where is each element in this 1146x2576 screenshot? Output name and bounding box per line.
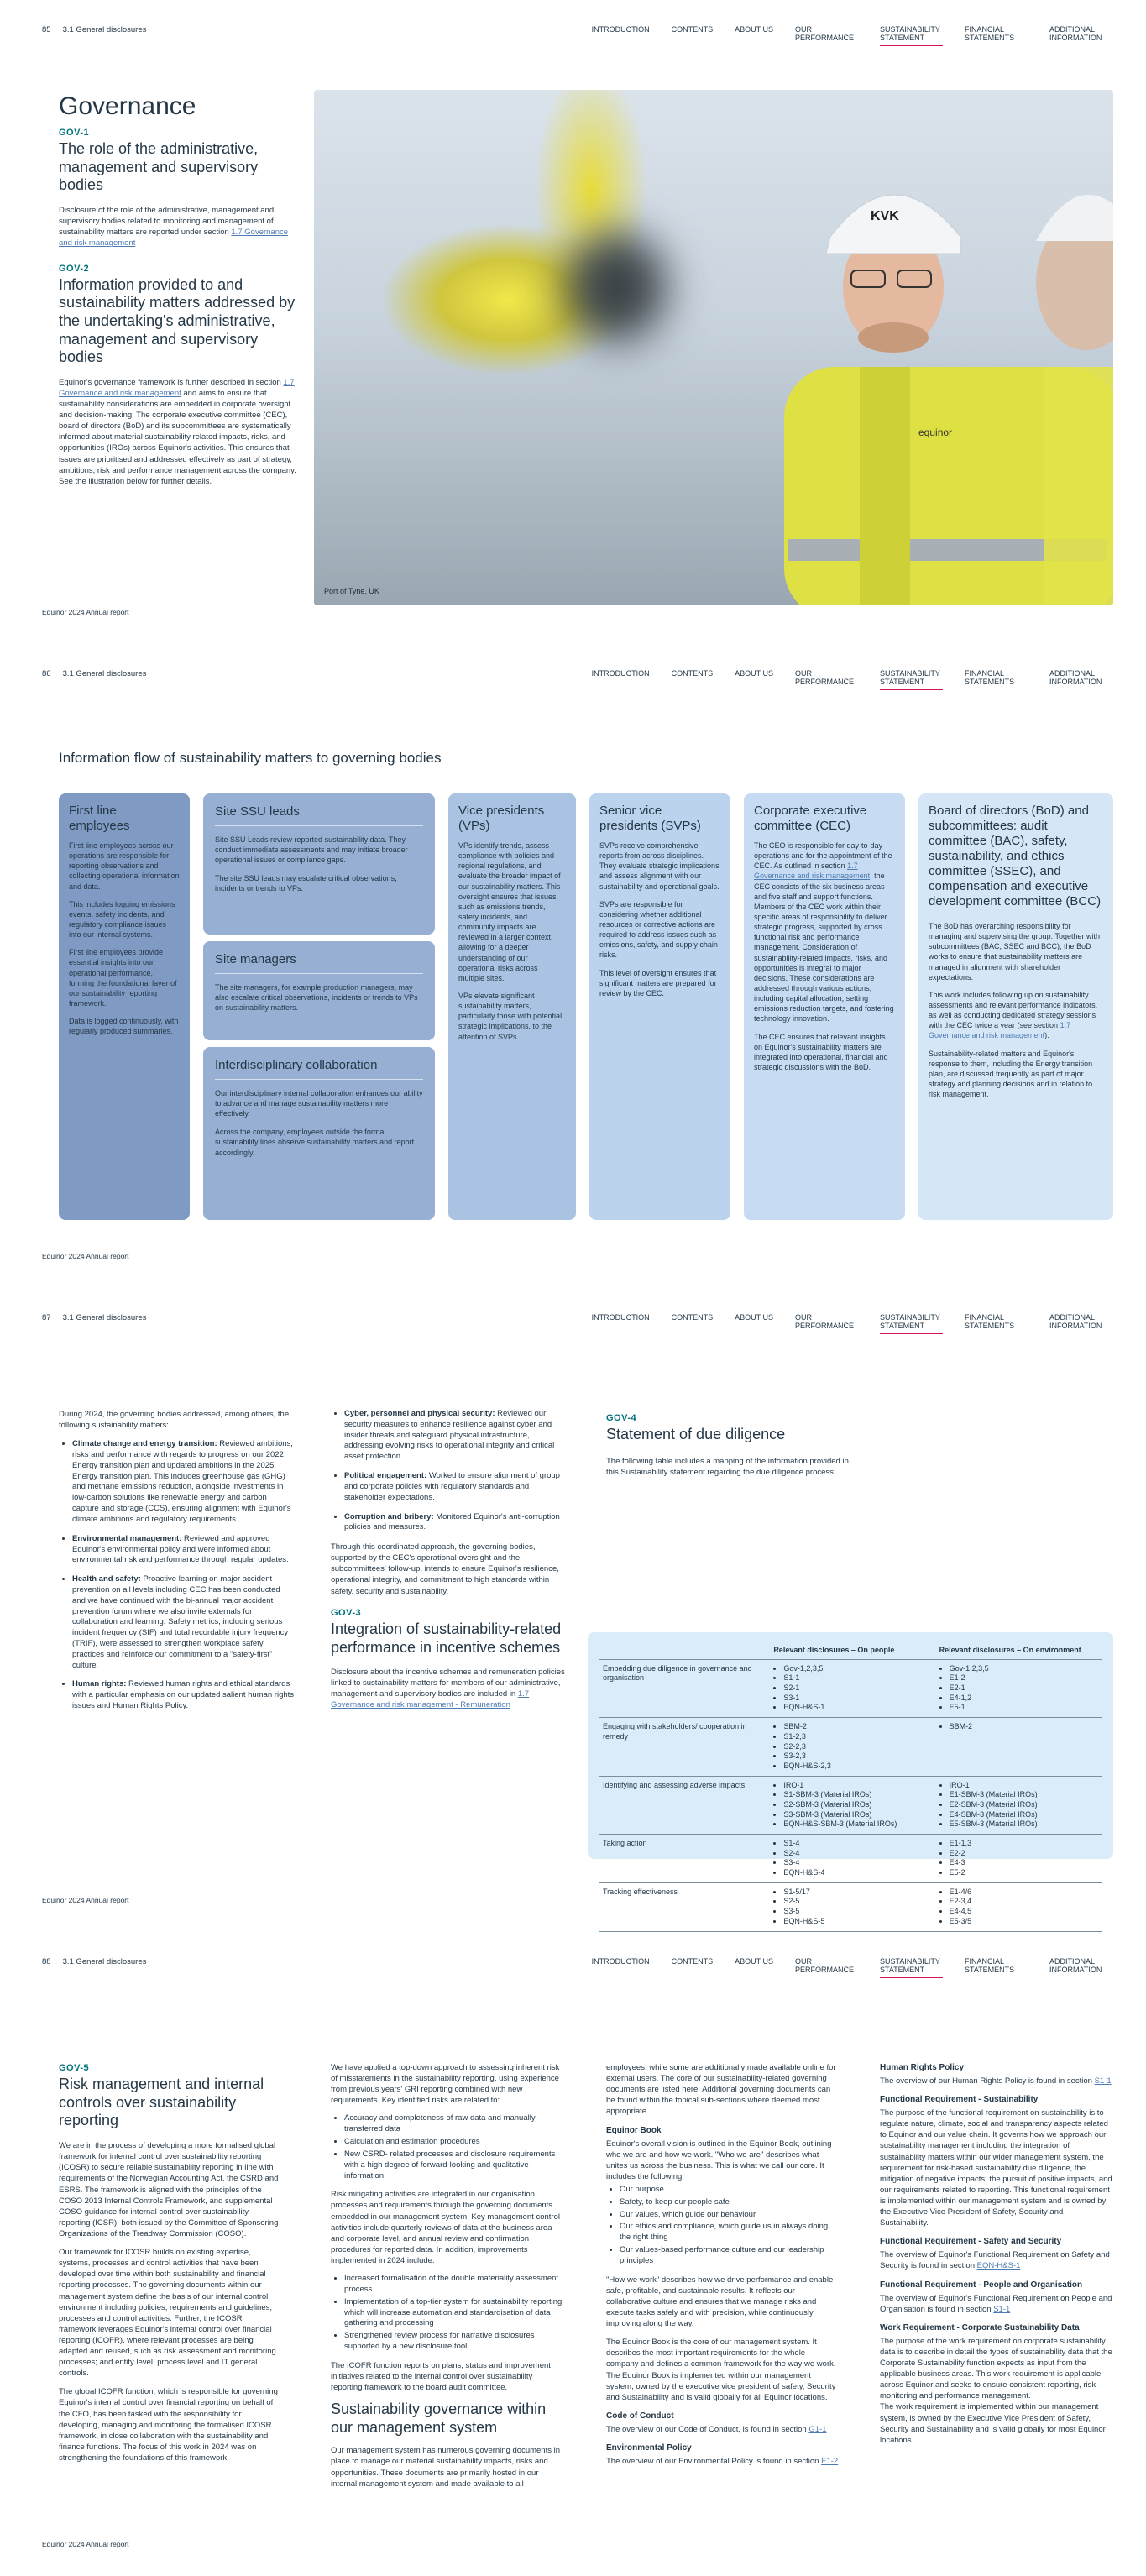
col-text: The CEO is responsible for day-to-day operations and for the appointment of the CEC. As outlined in section 1.7 Governance and risk management, the CEC consists of the six business areas and five staff and support functions. Members of the CEC work within their specific areas of responsibility to deliver strategic progress, supported by cross functional risk and performance management. Consideration of sustainability-related impacts, risks, and opportunities is integral to major decisions. These considerations are addressed through various actions, including capital allocation, setting emissions reduction targets, and fostering technology innovation. [754,841,894,1024]
flow-title: Information flow of sustainability matters to governing bodies [59,750,442,766]
gov1-link[interactable]: 1.7 Governance and risk management [59,228,289,249]
nav-introduction[interactable]: INTRODUCTION [591,669,650,678]
body-text: "How we work" describes how we drive performance and enable safe, profitable, and sustainable results. It reflects our collaborative culture and ensures that we manage risks and execute tasks safely and with precision, while continuously improving along the way. [606,2275,834,2329]
disclosure-item: • S3-2,3 [783,1751,932,1762]
disclosure-item: • E2-3,4 [950,1897,1098,1907]
nav-sustainability-statement[interactable]: SUSTAINABILITY STATEMENT [880,669,943,690]
safety-link[interactable]: EQN-H&S-1 [976,2261,1021,2271]
nav-our-performance[interactable]: OUR PERFORMANCE [795,25,855,43]
disclosure-item: • E4-3 [950,1858,1098,1868]
page-number: 86 [42,669,51,678]
disclosure-item: • EQN-H&S-4 [783,1868,932,1878]
flow-svps [589,793,730,1220]
list-item: • Increased formalisation of the double materiality assessment process [344,2274,564,2296]
matters-list-2 [344,1409,568,1533]
list-item: • Corruption and bribery: Monitored Equinor's anti-corruption policies and measures. [344,1512,568,1534]
nav-financial-statements[interactable]: FINANCIAL STATEMENTS [965,25,1015,43]
disclosures-env [936,1718,1102,1776]
second-jacket [1044,367,1113,605]
table-header [599,1642,770,1659]
table-row [599,1659,1102,1717]
disclosure-item: • Gov-1,2,3,5 [950,1664,1098,1674]
matters-list [72,1439,296,1712]
gov5-heading: Risk management and internal controls over sustainability reporting [59,2076,264,2129]
disclosure-item: • IRO-1 [783,1781,932,1791]
list-item: • Safety, to keep our people safe [620,2197,840,2208]
col-text: The BoD has overarching responsibility for managing and supervising the group. Together with subcommittees (BAC, SSEC and BCC), the BoD works to ensure that sustainability matters are managed in alignment with shareholder expectations. [929,922,1100,982]
col-title: Interdisciplinary collaboration [215,1058,378,1072]
disclosures-people [770,1835,935,1883]
disclosure-item: • EQN-H&S-SBM-3 (Material IROs) [783,1819,932,1830]
page-title: Governance [59,92,196,120]
row-label: Embedding due diligence in governance and organisation [599,1659,770,1717]
human-rights-link[interactable]: S1-1 [1094,2076,1112,2086]
disclosure-item: • E4-SBM-3 (Material IROs) [950,1810,1098,1820]
disclosure-item: • E2-1 [950,1683,1098,1694]
body-text: Our framework for ICOSR builds on existing expertise, systems, processes and control activities that have been developed over time within both sustainability and financial reporting processes. The governing documents within our management system define the basis of our internal control environment including policies, requirements and guidelines, processes and control activities. Further, the ICOSR framework leverages Equinor's internal control over financial reporting (ICOFR), where relevant processes are being adapted and reused, such as risk assessment and monitoring processes; and entity level, process level and IT general controls. [59,2248,276,2379]
p87-col2 [331,1409,568,1711]
body-text: employees, while some are additionally made available online for external users. The core of our sustainability-related governing documents are listed here. Additional governing documents can be found within the topical sub-sections where deemed most appropriate. [606,2063,836,2117]
list-item: • Human rights: Reviewed human rights and ethical standards with a particular emphasis on our updated salient human rights issues and Human Rights Policy. [72,1679,296,1711]
disclosures-people [770,1718,935,1776]
disclosure-item: • S2-4 [783,1849,932,1859]
gov4-tag: GOV-4 [606,1413,637,1423]
disclosure-item: • SBM-2 [783,1722,932,1732]
body-text: Risk mitigating activities are integrated in our organisation, processes and requirements through the governing documents embedded in our management system. Key management control activities include quarterly reviews of data at the business area and corporate level, and annual review and confirmation procedures for reported data. In addition, improvements implemented in 2024 include: [331,2190,561,2265]
p88-col1 [59,2062,281,2471]
gov1-text: Disclosure of the role of the administrative, management and supervisory bodies related to monitoring and management of sustainability matters are reported under section 1.7 Governance and risk management [59,206,289,249]
flow-site-ssu-leads [203,793,435,935]
disclosure-item: • E1-2 [950,1673,1098,1683]
jacket-placket [860,367,910,605]
nav-contents[interactable]: CONTENTS [671,25,714,34]
nav-about-us[interactable]: ABOUT US [735,25,773,34]
list-item: • Health and safety: Proactive learning on major accident prevention on all levels including CEC has been conducted and we have continued with the bi-annual major accident prevention forum where we also invite externals for collaboration and learning. Safety metrics, including serious incident frequency (SIF) and total recordable injury frequency (TRIF), were assessed to strengthen workplace safety practices and reinforce our commitment to a "safety-first" culture. [72,1574,296,1671]
col-text: SVPs receive comprehensive reports from across disciplines. They evaluate strategic implications and assess alignment with our sustainability and operational goals. [599,841,720,891]
top-nav [592,1957,1112,1978]
gov4-text: The following table includes a mapping of the information provided in this Sustainability statement regarding the due diligence process: [606,1456,849,1477]
flow-arrow [437,1008,444,1018]
list-item: • Implementation of a top-tier system for sustainability reporting, which will increase automation and standardisation of data gathering and processing [344,2297,564,2329]
gov3-tag: GOV-3 [331,1607,362,1618]
top-nav [592,669,1112,690]
gov2-tag: GOV-2 [59,263,90,274]
col-title: Vice presidents (VPs) [458,804,545,833]
worker-illustration [314,90,1113,605]
list-item: • Climate change and energy transition: Reviewed ambitions, risks and performance with regards to progress on our 2022 Energy transition plan and updated ambitions in the 2025 Energy transition plan. This includes greenhouse gas (GHG) and methane emissions reduction, alongside investments in low-carbon solutions like renewable energy and carbon capture and storage (CCS), ensuring alignment with Equinor's climate ambitions and regulatory requirements. [72,1439,296,1526]
subheading: Human Rights Policy [880,2063,965,2072]
gov3-text: Disclosure about the incentive schemes and remuneration policies linked to sustainability matters for members of our administrative, management and supervisory bodies are included in 1.7 Governance and risk management - Remuneration [331,1668,565,1710]
page-number: 87 [42,1313,51,1322]
people-link[interactable]: S1-1 [993,2304,1011,2314]
disclosure-item: • E1-SBM-3 (Material IROs) [950,1790,1098,1800]
beard [858,322,929,353]
col-text: Sustainability-related matters and Equinor's response to them, including the Energy transition plan, are discussed frequently as part of major strategy and planning decisions and in relation to risk management. [929,1049,1093,1099]
disclosure-item: • SBM-2 [950,1722,1098,1732]
col-title: Site managers [215,952,296,966]
p88-col4 [880,2062,1113,2453]
summary-text: Through this coordinated approach, the governing bodies, supported by the CEC's operational oversight and the subcommittees' follow-up, intends to ensure Equinor's resilience, operational integrity, and commitment to high standards within safety, security and sustainability. [331,1542,559,1596]
disclosure-item: • Gov-1,2,3,5 [783,1664,932,1674]
top-nav [592,1313,1112,1334]
table-row [599,1718,1102,1776]
disclosures-env [936,1835,1102,1883]
list-item: • Our values-based performance culture and our leadership principles [620,2245,840,2267]
body-text: The overview of our Human Rights Policy is found in section S1-1 [880,2076,1112,2086]
disclosure-item: • S1-1 [783,1673,932,1683]
col-text: Across the company, employees outside the formal sustainability lines observe sustainability matters and report accordingly. [215,1127,415,1157]
governance-heading: Sustainability governance within our management system [331,2401,547,2436]
footer: Equinor 2024 Annual report [42,2539,129,2548]
page-85 [0,0,1146,644]
improvement-list [344,2274,564,2353]
nav-introduction[interactable]: INTRODUCTION [591,25,650,34]
second-helmet [1036,195,1113,241]
nav-additional-information[interactable]: ADDITIONAL INFORMATION [1049,1957,1102,1975]
table-row [599,1776,1102,1834]
col-text: SVPs are responsible for considering whether additional resources or corrective actions are required to address issues such as emissions, safety, and supply chain risks. [599,899,718,960]
body-text: The overview of Equinor's Functional Requirement on Safety and Security is found in section EQN-H&S-1 [880,2250,1110,2271]
nav-additional-information[interactable]: ADDITIONAL INFORMATION [1049,669,1102,687]
body-text: We are in the process of developing a more formalised global framework for internal control over sustainability reporting (ICOSR) to secure reliable sustainability reporting in line with requirements of the Norwegian Accounting Act, the CSRD and ESRS. The framework is aligned with the principles of the COSO 2013 Internal Controls Framework, and supplemental COSO guidance for internal control over sustainability reporting (ICSR), both issued by the Committee of Sponsoring Organizations of the Treadway Commission (COSO). [59,2141,279,2238]
list-item: • Political engagement: Worked to ensure alignment of group and corporate policies with regulatory standards and stakeholder expectations. [344,1471,568,1503]
list-item: • Environmental management: Reviewed and approved Equinor's environmental policy and were informed about environmental risk and performance through regular updates. [72,1534,296,1566]
nav-introduction[interactable]: INTRODUCTION [591,1313,650,1322]
body-text: The overview of Equinor's Functional Requirement on People and Organisation is found in section S1-1 [880,2293,1112,2314]
gov5-tag: GOV-5 [59,2063,90,2073]
body-text: The work requirement is implemented within our management system, is owned by the Executive Vice President of Safety, Security and Sustainability and is valid globally for most Equinor locations. [880,2402,1106,2445]
footer: Equinor 2024 Annual report [42,1895,129,1904]
disclosure-item: • E2-2 [950,1849,1098,1859]
gov2-text: Equinor's governance framework is further described in section 1.7 Governance and risk management and aims to ensure that sustainability considerations are embedded in corporate oversight and decision-making. The corporate executive committee (CEC), board of directors (BoD) and its subcommittees are systematically informed about material sustainability related impacts, risks, and opportunities (IROs) across Equinor's activities. This ensures that issues are prioritised and addressed effectively as part of strategy, ambitions, risk and performance management across the company. See the illustration below for further details. [59,377,296,486]
disclosure-item: • EQN-H&S-2,3 [783,1762,932,1772]
disclosure-item: • EQN-H&S-5 [783,1917,932,1927]
nav-contents[interactable]: CONTENTS [671,1957,714,1966]
col-text: First line employees across our operations are responsible for reporting observations and collecting operational information and data. [69,841,180,891]
disclosure-item: • S1-2,3 [783,1732,932,1742]
disclosure-item: • S3-1 [783,1694,932,1704]
bod-link[interactable]: 1.7 Governance and risk management [929,1021,1071,1040]
flow-site-managers [203,941,435,1040]
col-text: Data is logged continuously, with regularly produced summaries. [69,1017,179,1036]
body-text: The ICOFR function reports on plans, status and improvement initiatives related to the internal control over sustainability reporting framework to the board audit committee. [331,2360,551,2392]
flow-first-line [59,793,190,1220]
list-item: • Calculation and estimation procedures [344,2137,564,2148]
page-number: 85 [42,25,51,34]
top-nav [592,25,1112,46]
nav-financial-statements[interactable]: FINANCIAL STATEMENTS [965,1313,1015,1331]
nav-about-us[interactable]: ABOUT US [735,1313,773,1322]
col-title: Site SSU leads [215,804,300,819]
row-label: Tracking effectiveness [599,1882,770,1931]
disclosure-item: • E1-1,3 [950,1839,1098,1849]
due-diligence-table [599,1642,1102,1932]
disclosure-item: • EQN-H&S-1 [783,1703,932,1713]
list-item: • Our ethics and compliance, which guide us in always doing the right thing [620,2222,840,2244]
flow-cec [744,793,905,1220]
flow-vps [448,793,576,1220]
col-text: The site SSU leads may escalate critical observations, incidents or trends to VPs. [215,873,397,893]
photo-caption: Port of Tyne, UK [324,587,379,596]
helmet-logo: KVK [871,209,899,223]
col-text: This level of oversight ensures that significant matters are prepared for review by the CEC. [599,968,717,997]
body-text: We have applied a top-down approach to assessing inherent risk of misstatements in the sustainability reporting, using experience from previous years' GRI reporting combined with new requirements. Key identified risks are related to: [331,2063,560,2106]
section-label: 3.1 General disclosures [62,1313,147,1322]
nav-additional-information[interactable]: ADDITIONAL INFORMATION [1049,1313,1102,1331]
disclosure-item: • S1-4 [783,1839,932,1849]
table-header: Relevant disclosures – On people [770,1642,935,1659]
subheading: Functional Requirement - People and Organisation [880,2280,1083,2290]
page-86 [0,644,1146,1288]
page-header [42,669,1112,694]
code-of-conduct-link[interactable]: G1-1 [808,2424,827,2434]
governance-text-column [59,92,298,487]
disclosure-item: • S3-SBM-3 (Material IROs) [783,1810,932,1820]
disclosure-item: • E5-3/5 [950,1917,1098,1927]
flow-arrow [908,1008,914,1018]
disclosure-item: • S3-4 [783,1858,932,1868]
photo-worker [314,90,1113,605]
page-header [42,1957,1112,1982]
disclosure-item: • S2-5 [783,1897,932,1907]
jacket-logo: equinor [918,427,953,438]
body-text: The overview of our Code of Conduct, is found in section G1-1 [606,2424,827,2434]
flow-bod [918,793,1113,1220]
divider [215,825,423,826]
gov3-heading: Integration of sustainability-related performance in incentive schemes [331,1620,562,1656]
body-text: The purpose of the functional requirement on sustainability is to regulate nature, climate, social and transparency aspects related to Equinor and our value chain. It governs how we approach our sustainability management including the integration of sustainability matters within our wider management system, the requirement for risk-based sustainability due diligence, the mitigation of negative impacts, the pursuit of positive impacts, and our requirements related to reporting. This functional requirement is implemented within our management system and is owned by the Executive Vice President of Safety, Security and Sustainability. [880,2108,1112,2228]
gov2-link[interactable]: 1.7 Governance and risk management [59,377,295,398]
section-label: 3.1 General disclosures [62,1957,147,1966]
body-text: The purpose of the work requirement on corporate sustainability data is to describe in detail the types of sustainability data that the Corporate Sustainability function expects as input from the applicable business areas. This work requirement is applicable across Equinor and seeks to ensure consistent reporting, risk monitoring and performance management. [880,2336,1112,2401]
footer: Equinor 2024 Annual report [42,1251,129,1260]
disclosure-item: • E5-SBM-3 (Material IROs) [950,1819,1098,1830]
row-label: Engaging with stakeholders/ cooperation in remedy [599,1718,770,1776]
disclosure-item: • S2-2,3 [783,1742,932,1752]
section-label: 3.1 General disclosures [62,25,147,34]
disclosure-item: • S2-1 [783,1683,932,1694]
cec-link[interactable]: 1.7 Governance and risk management [754,861,871,881]
disclosures-people [770,1659,935,1717]
disclosures-people [770,1776,935,1834]
col-text: Site SSU Leads review reported sustainability data. They conduct immediate assessments and may initiate broader operational issues or compliance gaps. [215,835,408,865]
col-text: VPs elevate significant sustainability matters, particularly those with potential strategic implications, to the attention of SVPs. [458,991,563,1041]
p88-col3 [606,2062,840,2474]
nav-our-performance[interactable]: OUR PERFORMANCE [795,1313,855,1331]
page-header [42,1313,1112,1338]
col-text: This work includes following up on sustainability assessments and relevant performance indicators, as well as conducting dedicated strategy sessions with the CEC twice a year (see section 1.7 Governance and risk management). [929,990,1098,1040]
col-title: Corporate executive committee (CEC) [754,804,867,833]
subheading: Functional Requirement - Safety and Security [880,2237,1062,2247]
row-label: Identifying and assessing adverse impacts [599,1776,770,1834]
risk-list [344,2113,564,2181]
footer: Equinor 2024 Annual report [42,607,129,616]
disclosures-env [936,1776,1102,1834]
subheading: Environmental Policy [606,2442,692,2453]
nav-contents[interactable]: CONTENTS [671,1313,714,1322]
nav-financial-statements[interactable]: FINANCIAL STATEMENTS [965,1957,1015,1975]
list-item: • Strengthened review process for narrative disclosures supported by a new disclosure tool [344,2331,564,2353]
subheading: Equinor Book [606,2125,662,2135]
section-label: 3.1 General disclosures [62,669,147,678]
col-text: The site managers, for example production managers, may also escalate critical observations, incidents or trends to VPs on sustainability matters. [215,982,418,1013]
disclosure-item: • S3-5 [783,1907,932,1917]
disclosure-item: • S2-SBM-3 (Material IROs) [783,1800,932,1810]
disclosures-env [936,1659,1102,1717]
page-number: 88 [42,1957,51,1966]
col-title: Board of directors (BoD) and subcommittees: audit committee (BAC), safety, sustainability, and ethics committee (SSEC), and compensation and executive development committee (BCC) [929,804,1102,908]
flow-arrow [192,1008,199,1018]
disclosure-item: • S1-5/17 [783,1887,932,1898]
flow-arrow [578,1008,585,1018]
divider [215,1079,423,1080]
disclosure-item: • S1-SBM-3 (Material IROs) [783,1790,932,1800]
disclosure-item: • E2-SBM-3 (Material IROs) [950,1800,1098,1810]
p87-col1 [59,1409,296,1720]
gov3-link[interactable]: 1.7 Governance and risk management - Remuneration [331,1689,530,1710]
gov4-heading: Statement of due diligence [606,1426,786,1443]
gov1-heading: The role of the administrative, management and supervisory bodies [59,140,259,194]
nav-our-performance[interactable]: OUR PERFORMANCE [795,1957,855,1975]
list-item: • Our values, which guide our behaviour [620,2210,840,2221]
p88-col2 [331,2062,564,2497]
disclosures-people [770,1882,935,1931]
col-title: Senior vice presidents (SVPs) [599,804,701,833]
gov2-heading: Information provided to and sustainability matters addressed by the undertaking's administrative, management and supervisory bodies [59,275,296,366]
body-text: Equinor's overall vision is outlined in the Equinor Book, outlining who we are and how we work. "Who we are" describes what unites us across the business. This is what we call our core. It includes the following: [606,2139,832,2181]
nav-our-performance[interactable]: OUR PERFORMANCE [795,669,855,687]
disclosure-item: • E1-4/6 [950,1887,1098,1898]
col-text: Our interdisciplinary internal collaboration enhances our ability to advance and manage sustainability matters more effectively. [215,1088,423,1118]
col-title: First line employees [69,804,130,833]
body-text: Our management system has numerous governing documents in place to manage our material sustainability impacts, risks and opportunities. These documents are primarily hosted in our internal management system and made available to all [331,2446,560,2489]
intro-text: During 2024, the governing bodies addressed, among others, the following sustainability matters: [59,1410,290,1431]
body-text: The global ICOFR function, which is responsible for governing Equinor's internal control over financial reporting on behalf of the CFO, has been tasked with the responsibility for developing, managing and monitoring the formalised ICOSR framework, in close collaboration with the sustainability and finance functions. The focus of this work in 2024 was on strengthening the foundations of this framework. [59,2387,278,2463]
list-item: • Accuracy and completeness of raw data and manually transferred data [344,2113,564,2135]
gov4-intro [606,1412,850,1478]
page-header [42,25,1112,50]
subheading: Code of Conduct [606,2411,674,2421]
disclosure-item: • E5-2 [950,1868,1098,1878]
nav-contents[interactable]: CONTENTS [671,669,714,678]
disclosures-env [936,1882,1102,1931]
list-item: • Cyber, personnel and physical security: Reviewed our security measures to enhance resilience against cyber and insider threats and safeguard physical infrastructure, addressing evolving risks to operational integrity and critical asset protection. [344,1409,568,1463]
table-row [599,1835,1102,1883]
body-text: The Equinor Book is the core of our management system. It describes the most important requirements for the whole company and defines a common framework for the way we work. The Equinor Book is implemented within our management system, owned by the executive vice president of safety, Security and Sustainability and is valid globally for all Equinor locations. [606,2338,836,2402]
nav-about-us[interactable]: ABOUT US [735,1957,773,1966]
col-text: VPs identify trends, assess compliance with policies and regional regulations, and evaluate the broader impact of our sustainability matters. This oversight ensures that issues such as emissions trends, safety incidents, and community impacts are reviewed in a larger context, allowing for a deeper understanding of our operational risks across multiple sites. [458,841,561,982]
divider [215,973,423,974]
disclosure-item: • E4-1,2 [950,1694,1098,1704]
col-text: This includes logging emissions events, safety incidents, and regulatory compliance issues into our internal systems. [69,899,175,940]
helmet [826,195,960,254]
environmental-policy-link[interactable]: E1-2 [821,2456,839,2466]
col-text: First line employees provide essential insights into our operational performance, forming the foundational layer of our sustainability reporting framework. [69,948,177,1008]
disclosure-item: • E4-4,5 [950,1907,1098,1917]
nav-additional-information[interactable]: ADDITIONAL INFORMATION [1049,25,1102,43]
col-text: The CEC ensures that relevant insights on Equinor's sustainability matters are integrated into operational, financial and strategic discussions with the BoD. [754,1032,888,1071]
table-row [599,1882,1102,1931]
flow-interdisciplinary [203,1047,435,1220]
flow-arrow [733,1008,740,1018]
subheading: Functional Requirement - Sustainability [880,2095,1039,2105]
nav-sustainability-statement[interactable]: SUSTAINABILITY STATEMENT [880,25,943,46]
nav-introduction[interactable]: INTRODUCTION [591,1957,650,1966]
due-diligence-table-box [588,1632,1113,1925]
list-item: • Our purpose [620,2185,840,2196]
nav-sustainability-statement[interactable]: SUSTAINABILITY STATEMENT [880,1957,943,1978]
disclosure-item: • IRO-1 [950,1781,1098,1791]
table-header: Relevant disclosures – On environment [936,1642,1102,1659]
disclosure-item: • E5-1 [950,1703,1098,1713]
row-label: Taking action [599,1835,770,1883]
nav-financial-statements[interactable]: FINANCIAL STATEMENTS [965,669,1015,687]
list-item: • New CSRD- related processes and disclosure requirements with a high degree of forward-looking and qualitative information [344,2149,564,2181]
nav-about-us[interactable]: ABOUT US [735,669,773,678]
gov1-tag: GOV-1 [59,128,90,138]
nav-sustainability-statement[interactable]: SUSTAINABILITY STATEMENT [880,1313,943,1334]
body-text: The overview of our Environmental Policy is found in section E1-2 [606,2456,839,2466]
subheading: Work Requirement - Corporate Sustainability Data [880,2322,1080,2333]
core-list [620,2185,840,2267]
